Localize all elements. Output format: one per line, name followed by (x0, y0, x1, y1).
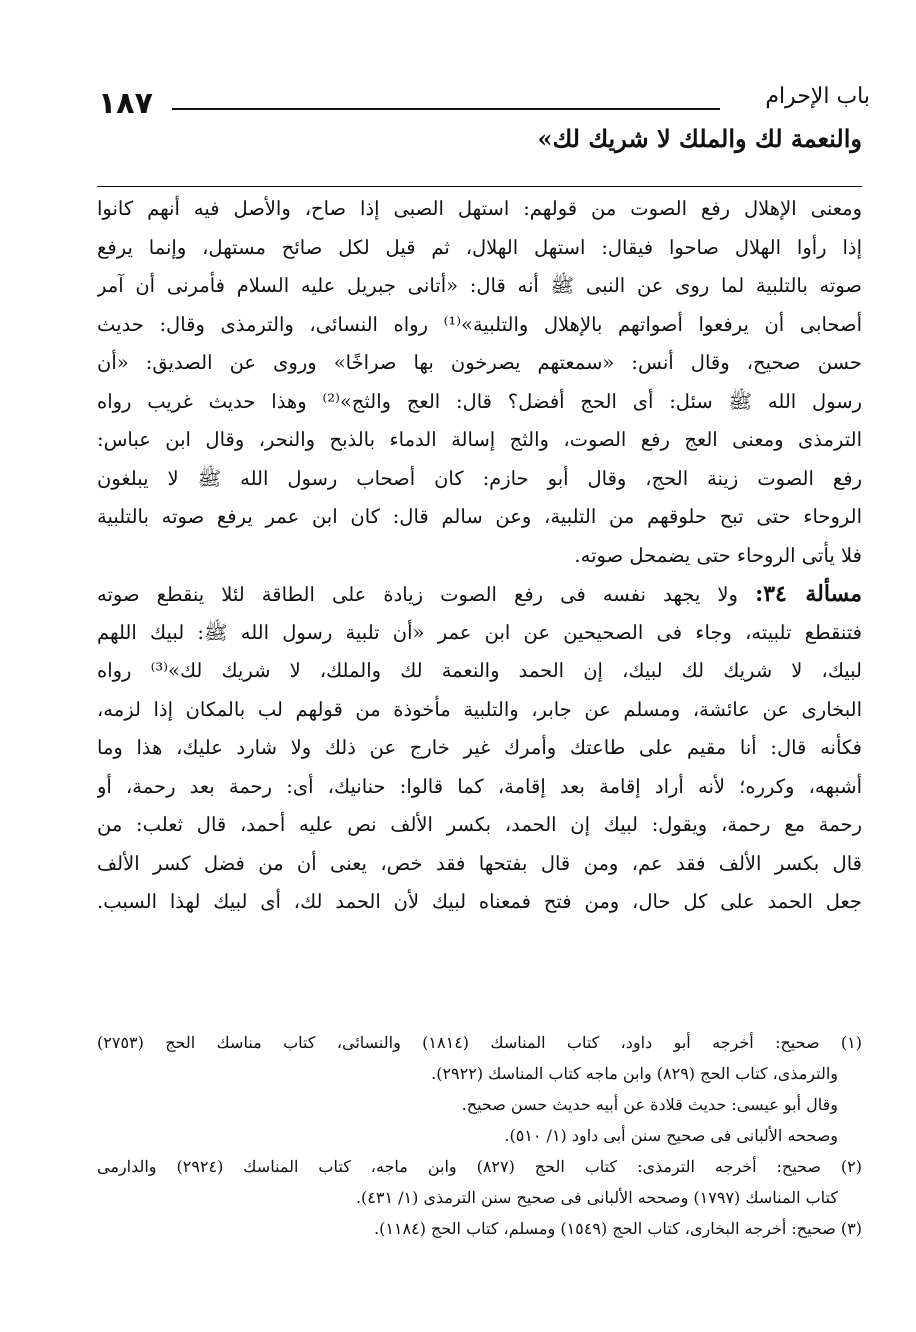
running-header (90, 78, 870, 128)
text-line: رفع الصوت زينة الحج، وقال أبو حازم: كان أصحاب رسول الله ﷺ لا يبلغون (97, 466, 862, 490)
main-text (97, 190, 862, 922)
text-line: أصحابى أن يرفعوا أصواتهم بالإهلال والتلبية»⁽¹⁾ رواه النسائى، والترمذى وقال: حديث (97, 312, 862, 336)
text-line: رسول الله ﷺ سئل: أى الحج أفضل؟ قال: العج والثج»⁽²⁾ وهذا حديث غريب رواه (97, 389, 862, 413)
text-line: الروحاء حتى تبح حلوقهم من التلبية، وعن سالم قال: كان ابن عمر يرفع صوته بالتلبية (97, 505, 862, 528)
text-line: البخارى عن عائشة، ومسلم عن جابر، والتلبية مأخوذة من قولهم لب بالمكان إذا لزمه، (97, 697, 862, 721)
footnote-1-line: والترمذى، كتاب الحج (٨٢٩) وابن ماجه كتاب المناسك (٢٩٢٢). (431, 1064, 838, 1083)
header-rule (172, 108, 720, 110)
text-line: جعل الحمد على كل حال، ومن فتح فمعناه لبيك لأن الحمد لك، أى لبيك لهذا السبب. (97, 890, 862, 913)
text-line: صوته بالتلبية لما روى عن النبى ﷺ أنه قال: «أتانى جبريل عليه السلام فأمرنى أن آمر (97, 274, 862, 297)
text-line: ومعنى الإهلال رفع الصوت من قولهم: استهل الصبى إذا صاح، والأصل فيه أنهم كانوا (97, 197, 862, 220)
text-line: أشبهه، وكرره؛ لأنه أراد إقامة بعد إقامة، كما قالوا: حنانيك، أى: رحمة بعد رحمة، أو (97, 774, 862, 798)
text-line: فكأنه قال: أنا مقيم على طاعتك وأمرك غير خارج عن ذلك ولا شارد عليك، هذا وما (97, 736, 862, 759)
section-divider (97, 186, 862, 187)
issue-first-line: ولا يجهد نفسه فى رفع الصوت زيادة على الطاقة لئلا ينقطع صوته (97, 583, 738, 606)
chapter-title: باب الإحرام (765, 84, 870, 109)
text-line: إذا رأوا الهلال صاحوا فيقال: استهل الهلال، ثم قيل لكل صائح مستهل، وإنما يرفع (97, 235, 862, 259)
text-line: فلا يأتى الروحاء حتى يضمحل صوته. (574, 543, 862, 567)
text-line: لبيك، لا شريك لك لبيك، إن الحمد والنعمة لك والملك، لا شريك لك»⁽³⁾ رواه (97, 659, 862, 682)
footnote-1-line: وصححه الألبانى فى صحيح سنن أبى داود (١/ ٥١٠). (504, 1126, 838, 1145)
footnote-1-line: (١) صحيح: أخرجه أبو داود، كتاب المناسك (١٨١٤) والنسائى، كتاب مناسك الحج (٢٧٥٣) (97, 1033, 862, 1052)
page-number: ١٨٧ (98, 86, 153, 121)
issue-heading-line (97, 575, 862, 614)
continued-quote: والنعمة لك والملك لا شريك لك» (537, 124, 862, 153)
footnote-3-line: (٣) صحيح: أخرجه البخارى، كتاب الحج (١٥٤٩) ومسلم، كتاب الحج (١١٨٤). (373, 1219, 862, 1238)
text-line: قال بكسر الألف فقد عم، ومن قال بفتحها فقد خص، يعنى أن من فضل كسر الألف (97, 851, 862, 875)
footnote-1-line: وقال أبو عيسى: حديث قلادة عن أبيه حديث حسن صحيح. (461, 1095, 838, 1114)
text-line: رحمة مع رحمة، ويقول: لبيك إن الحمد، بكسر الألف نص عليه أحمد، قال ثعلب: من (97, 813, 862, 836)
text-line: الترمذى ومعنى العج رفع الصوت، والثج إسالة الدماء بالذبح والنحر، وقال ابن عباس: (97, 428, 862, 451)
footnote-2-line: (٢) صحيح: أخرجه الترمذى: كتاب الحج (٨٢٧) وابن ماجه، كتاب المناسك (٢٩٢٤) والدارمى (97, 1157, 862, 1176)
footnotes (97, 1027, 862, 1244)
text-line: حسن صحيح، وقال أنس: «سمعتهم يصرخون بها صراخًا» وروى عن الصديق: «أن (97, 351, 862, 374)
text-line: فتنقطع تلبيته، وجاء فى الصحيحين عن ابن عمر «أن تلبية رسول الله ﷺ: لبيك اللهم (97, 620, 862, 644)
footnote-2-line: كتاب المناسك (١٧٩٧) وصححه الألبانى فى صحيح سنن الترمذى (١/ ٤٣١). (355, 1188, 838, 1207)
issue-label: مسألة ٣٤: (755, 581, 862, 607)
